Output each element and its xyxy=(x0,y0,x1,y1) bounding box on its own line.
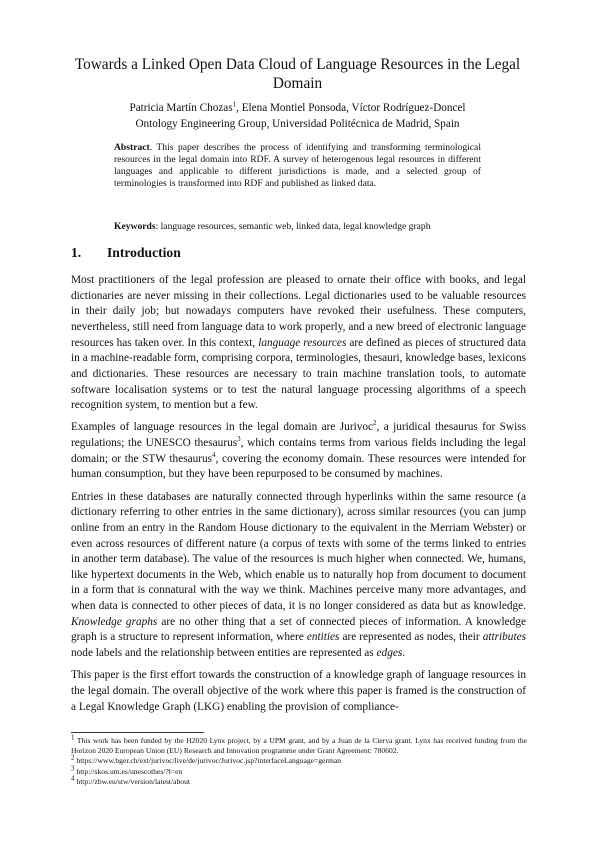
text-run: , which contains terms from various fields including the legal domain; or the STW thesaurus xyxy=(71,437,526,465)
footnotes xyxy=(71,733,527,787)
paper-title: Towards a Linked Open Data Cloud of Language Resources in the Legal Domain xyxy=(74,56,521,92)
affiliation: Ontology Engineering Group, Universidad Politécnica de Madrid, Spain xyxy=(135,118,460,130)
text-run: Entries in these databases are naturally connected through hyperlinks within the same resource (a dictionary referring to other entries in the same dictionary), across similar resources (you can jump online from an entry in the Random House dictionary to the equivalent in the Merriam Webster) or even across resources of different nature (a corpus of texts with some of the terms linked to entries in another term database). The value of the resources is much higher when connected. We, humans, like hypertext documents in the Web, which enable us to naturally hop from document to document in a form that is connatural with the way we think. Machines perceive many more advantages, and when data is connected to other pieces of data, it is no longer considered as data but as knowledge. xyxy=(71,490,526,613)
footnote-mark: 2 xyxy=(71,753,75,762)
footnote xyxy=(71,764,527,777)
text-run: Most practitioners of the legal profession are pleased to ornate their office with books, and legal dictionaries are never missing in their collections. Legal dictionaries used to be valuable resources in their daily job; but nowadays computers have revoked their usefulness. These computers, nevertheless, still need from language data to work properly, and a new breed of electronic language resources has taken over. In this context, xyxy=(71,274,526,349)
footnote-divider xyxy=(71,732,204,733)
footnote xyxy=(71,774,527,787)
text-run: Examples of language resources in the legal domain are Jurivoc xyxy=(71,421,374,434)
footnote xyxy=(71,733,527,756)
footnote-mark: 1 xyxy=(71,733,75,742)
text-run: , a juridical thesaurus for Swiss regulations; the UNESCO thesaurus xyxy=(71,421,527,450)
footnote-mark: 3 xyxy=(71,764,75,773)
footnote-text: https://www.bger.ch/ext/jurivoc/live/de/jurivoc/Jurivoc.jsp?interfaceLanguage=german xyxy=(74,756,342,766)
abstract-text: . This paper describes the process of identifying and transforming terminological resources in the legal domain into RDF. A survey of heterogenous legal resources in different languages and applicable to different jurisdictions is made, and a selected group of terminologies is transformed into RDF and published as linked data. xyxy=(114,142,481,190)
keywords-label: Keywords xyxy=(114,221,156,232)
keywords-text: : language resources, semantic web, linked data, legal knowledge graph xyxy=(155,221,431,232)
paragraph xyxy=(71,273,526,414)
text-run: are no other thing that a set of connected pieces of information. A knowledge graph is a structure to represent information, where xyxy=(71,615,526,644)
paragraph xyxy=(71,420,526,483)
footnote xyxy=(71,753,527,766)
footnote-text: This work has been funded by the H2020 Lynx project, by a UPM grant, and by a Juan de la Cierva grant. Lynx has received funding from the Horizon 2020 European Union (EU) Research and Innovation programme under Grant Agreement: 780602. xyxy=(71,736,527,756)
text-run: , covering the economy domain. These resources were intended for human consumption, but they have been repurposed to be consumed by machines. xyxy=(71,452,526,481)
italic-term: entities xyxy=(306,631,340,644)
text-run: This paper is the first effort towards the construction of a knowledge graph of language resources in the legal domain. The overall objective of the work where this paper is framed is the construction of a Legal Knowledge Graph (LKG) enabling the provision of compliance- xyxy=(71,669,526,713)
keywords xyxy=(114,221,481,233)
text-run: are represented as nodes, their xyxy=(339,631,483,644)
abstract xyxy=(114,142,481,190)
footnote-mark: 2 xyxy=(373,419,377,428)
author-name: Patricia Martín Chozas xyxy=(129,102,233,114)
section-number: 1. xyxy=(71,245,82,260)
italic-term: edges xyxy=(376,647,403,660)
section-title: Introduction xyxy=(107,245,181,260)
footnote-mark: 4 xyxy=(71,774,75,783)
body-text xyxy=(71,273,526,715)
footnote-mark: 1 xyxy=(232,100,237,109)
section-heading xyxy=(71,245,181,261)
text-run: are defined as pieces of structured data in a machine-readable form, comprising corpora, terminologies, thesauri, knowledge bases, lexicons and dictionaries. These resources are necessary to train machine translation tools, to automate software localisation systems or to test the natural language processing algorithms of a speech recognition system, to mention but a few. xyxy=(71,336,526,412)
footnote-mark: 4 xyxy=(212,450,216,459)
italic-term: Knowledge graphs xyxy=(71,615,158,628)
italic-term: language resources xyxy=(258,336,347,349)
abstract-label: Abstract xyxy=(114,142,150,153)
author-list xyxy=(70,100,525,116)
paragraph xyxy=(71,490,526,662)
text-run: . xyxy=(402,647,406,660)
paragraph xyxy=(71,668,526,715)
author-names-rest: , Elena Montiel Ponsoda, Víctor Rodríguez-Doncel xyxy=(236,102,466,114)
italic-term: attributes xyxy=(482,631,526,644)
text-run: node labels and the relationship between entities are represented as xyxy=(71,647,377,660)
footnote-text: http://zbw.eu/stw/version/latest/about xyxy=(74,776,191,786)
footnote-text: http://skos.um.es/unescothes/?l=en xyxy=(74,766,183,776)
footnote-mark: 3 xyxy=(237,435,241,444)
author-block xyxy=(70,100,525,132)
